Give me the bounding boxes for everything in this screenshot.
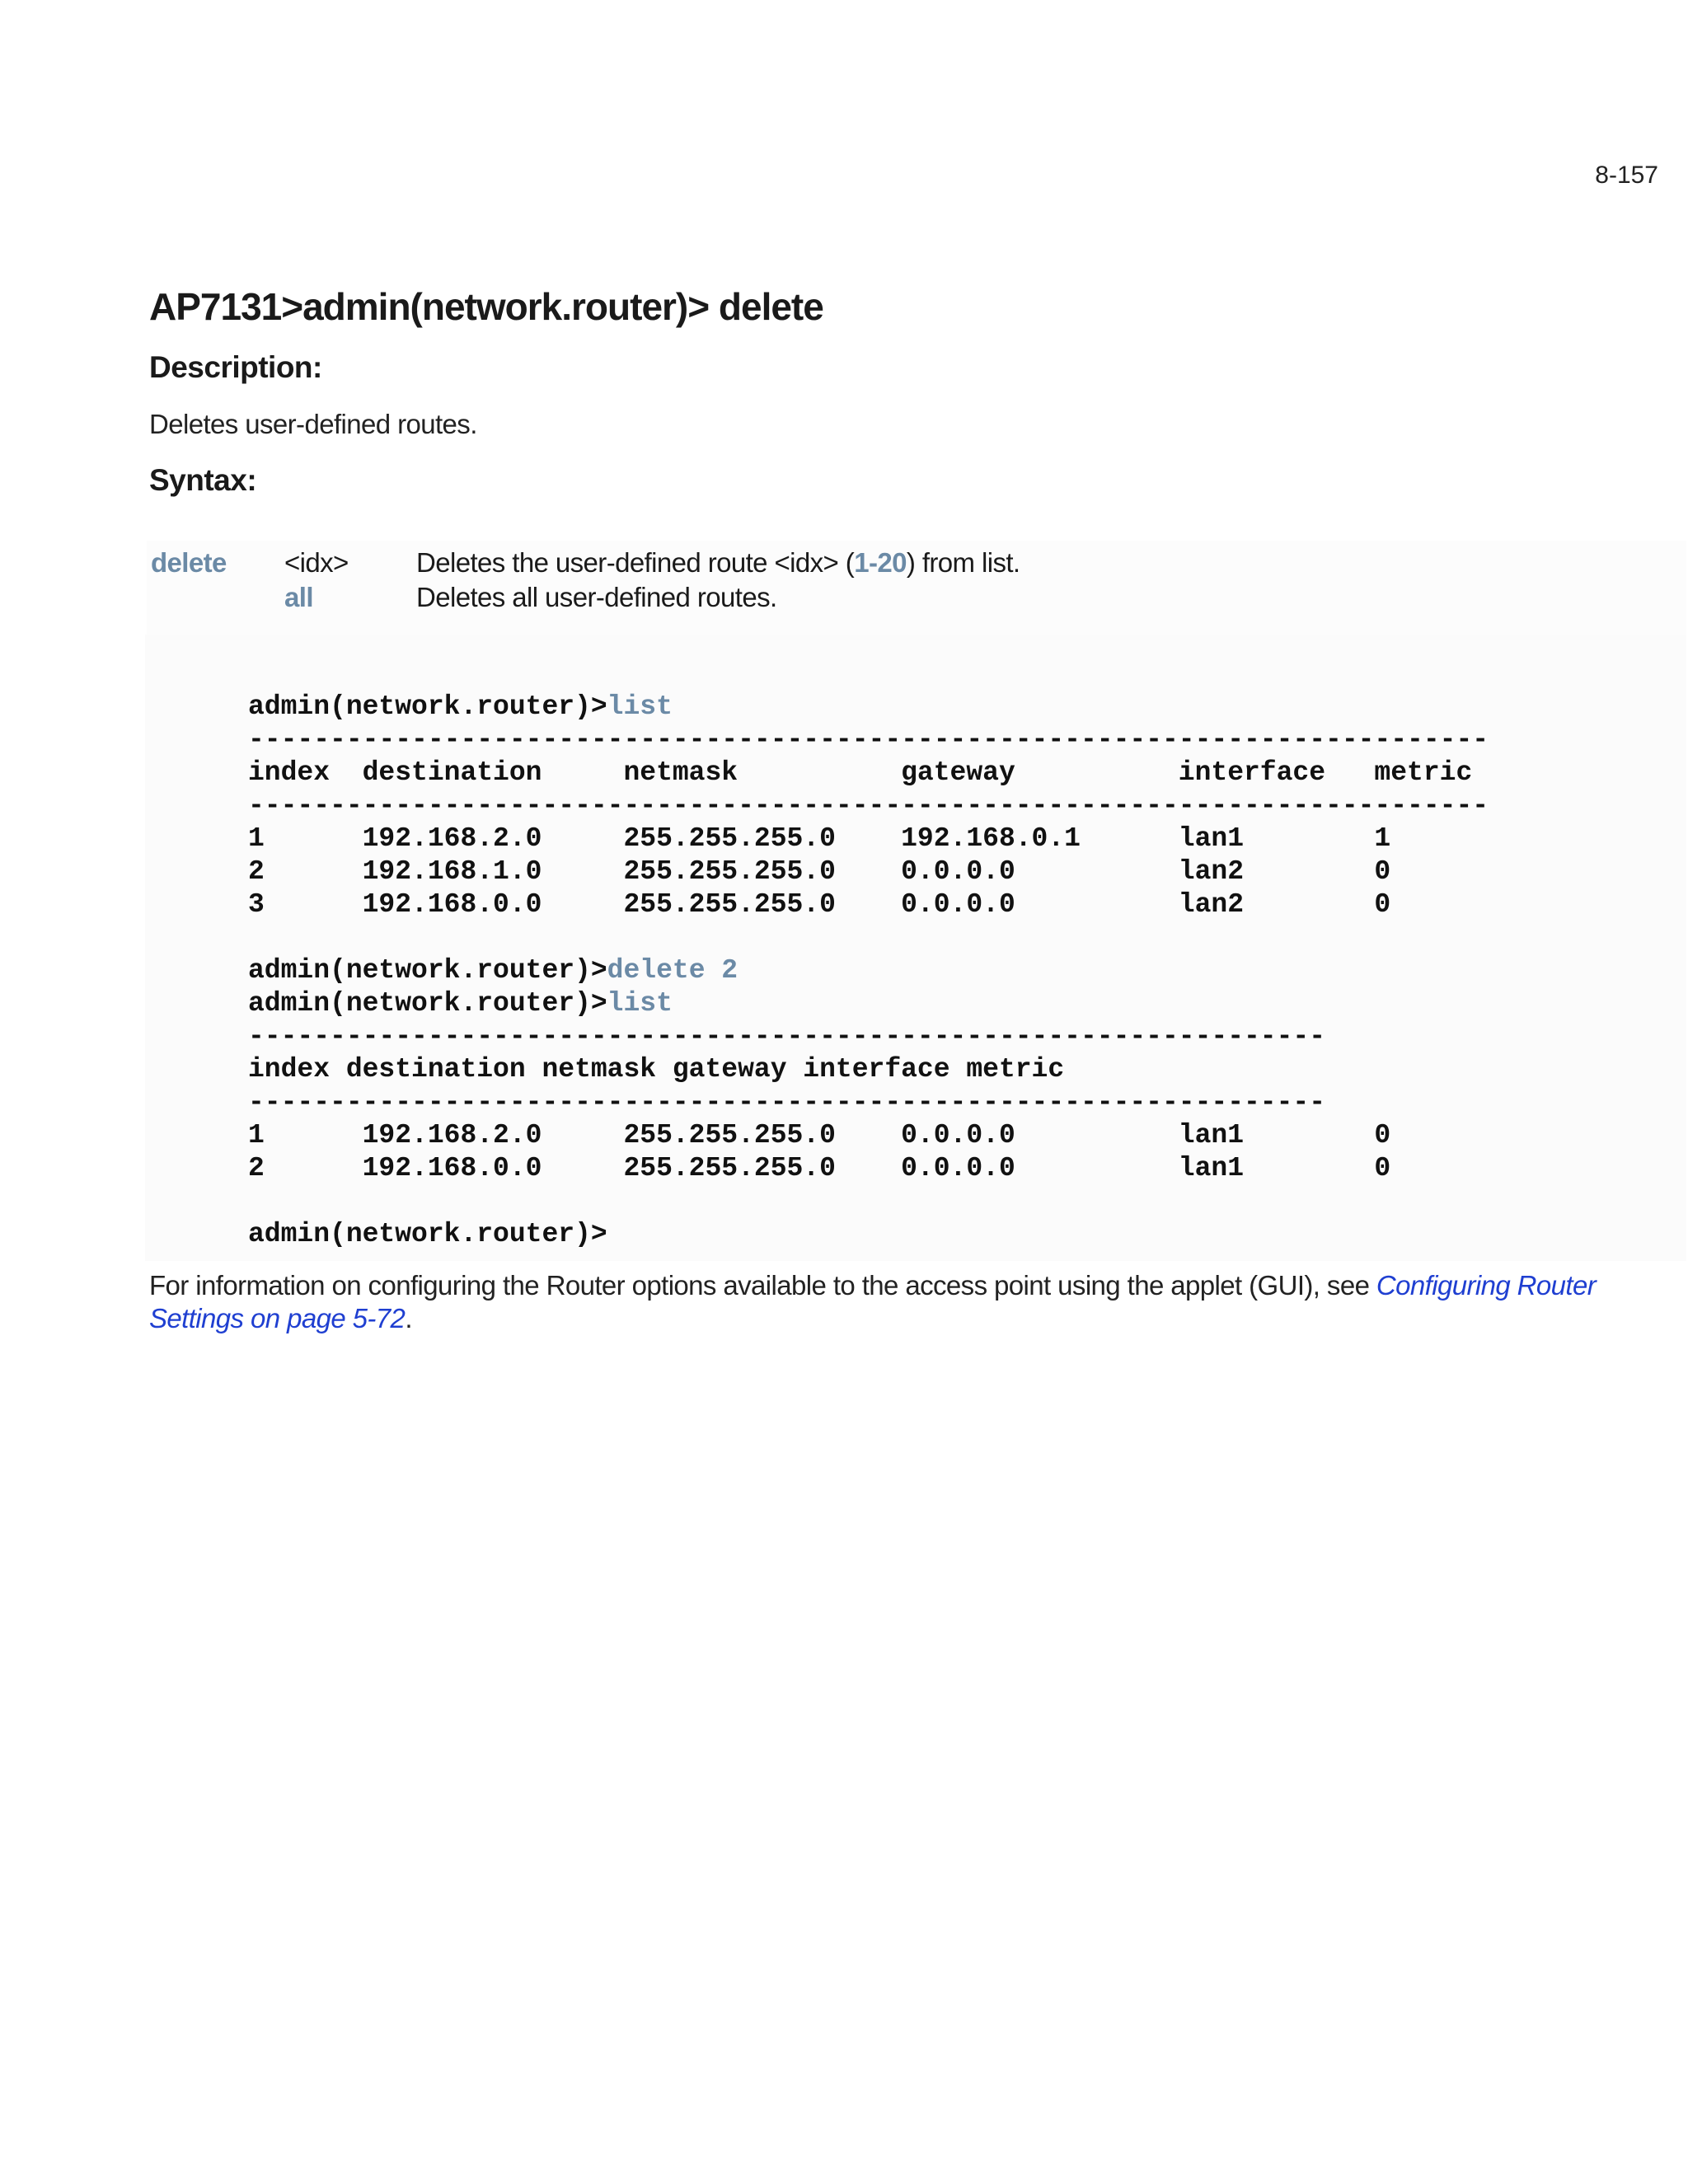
syntax-range-sep: - bbox=[868, 547, 878, 578]
code-prompt: admin(network.router)> bbox=[248, 988, 607, 1019]
description-heading: Description: bbox=[149, 350, 322, 384]
syntax-range-end: 20 bbox=[877, 547, 907, 578]
syntax-desc-idx-before: Deletes the user-defined route <idx> ( bbox=[416, 547, 855, 578]
code-command-list: list bbox=[607, 988, 673, 1019]
code-table-header: index destination netmask gateway interface metric bbox=[248, 757, 1473, 788]
code-line-prompt-list-2 bbox=[248, 987, 673, 1020]
code-table-row: 1 192.168.2.0 255.255.255.0 0.0.0.0 lan1 0 bbox=[248, 1120, 1391, 1151]
code-table-row: 2 192.168.0.0 255.255.255.0 0.0.0.0 lan1 0 bbox=[248, 1153, 1391, 1183]
code-rule: ------------------------------------------------------------------ bbox=[248, 1087, 1326, 1118]
code-command-list: list bbox=[607, 691, 673, 722]
code-rule: ---------------------------------------------------------------------------- bbox=[248, 724, 1489, 755]
code-table-row: 2 192.168.1.0 255.255.255.0 0.0.0.0 lan2 0 bbox=[248, 856, 1391, 887]
code-table-header: index destination netmask gateway interface metric bbox=[248, 1054, 1065, 1085]
footer-text-end: . bbox=[405, 1303, 412, 1333]
code-rule: ------------------------------------------------------------------ bbox=[248, 1021, 1326, 1052]
syntax-arg-idx: <idx> bbox=[284, 547, 349, 578]
syntax-desc-idx-after: ) from list. bbox=[906, 547, 1020, 578]
footer-text: For information on configuring the Router options available to the access point using the applet (GUI), see bbox=[149, 1270, 1376, 1301]
description-text: Deletes user-defined routes. bbox=[149, 409, 477, 439]
code-prompt: admin(network.router)> bbox=[248, 691, 607, 722]
code-table-row: 3 192.168.0.0 255.255.255.0 0.0.0.0 lan2 0 bbox=[248, 889, 1391, 920]
syntax-arg-all: all bbox=[284, 582, 313, 612]
code-prompt: admin(network.router)> bbox=[248, 955, 607, 986]
page-number: 8-157 bbox=[1595, 162, 1658, 189]
code-command-delete: delete 2 bbox=[607, 955, 738, 986]
code-line-prompt-delete bbox=[248, 954, 738, 987]
syntax-desc-idx bbox=[416, 547, 1020, 579]
code-table-row: 1 192.168.2.0 255.255.255.0 192.168.0.1 lan1 1 bbox=[248, 823, 1391, 854]
footer-paragraph bbox=[149, 1269, 1600, 1335]
syntax-command: delete bbox=[151, 547, 227, 578]
syntax-heading: Syntax: bbox=[149, 463, 257, 497]
syntax-range-start: 1 bbox=[854, 547, 869, 578]
code-final-prompt: admin(network.router)> bbox=[248, 1219, 607, 1249]
cross-reference-link[interactable]: Configuring Router Settings on page 5-72 bbox=[149, 1270, 1597, 1333]
code-rule: ---------------------------------------------------------------------------- bbox=[248, 790, 1489, 821]
syntax-desc-all: Deletes all user-defined routes. bbox=[416, 582, 777, 612]
code-line-prompt-list-1 bbox=[248, 691, 673, 724]
page-title: AP7131>admin(network.router)> delete bbox=[149, 285, 823, 328]
